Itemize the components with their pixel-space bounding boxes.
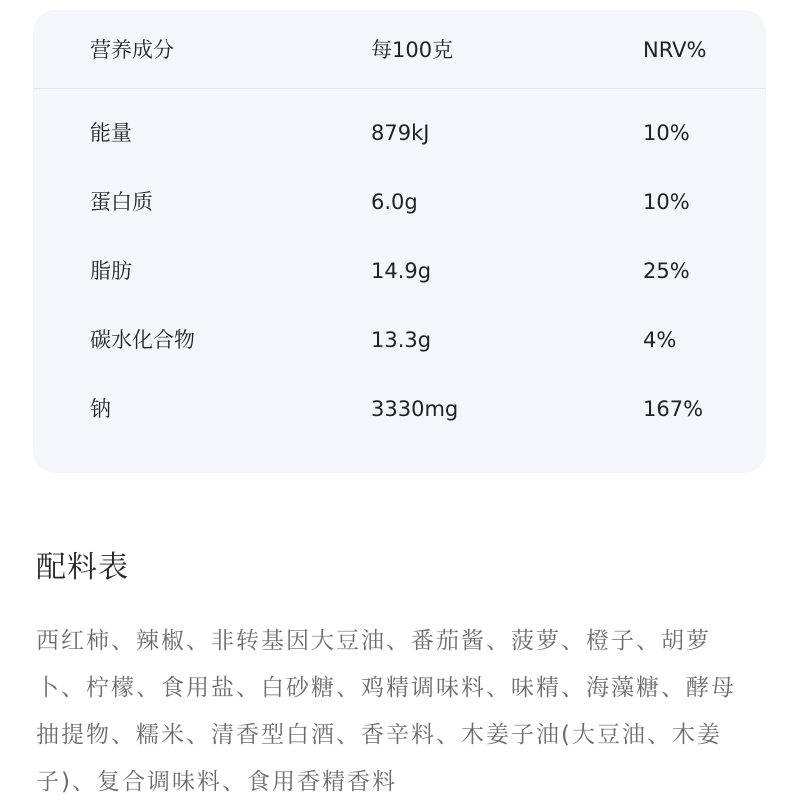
header-per-100g: 每100克 — [371, 38, 454, 62]
ingredients-title: 配料表 — [36, 550, 129, 585]
ingredients-list: 西红柿、辣椒、非转基因大豆油、番茄酱、菠萝、橙子、胡萝卜、柠檬、食用盐、白砂糖、鸡精调味料、味精、海藻糖、酵母抽提物、糯米、清香型白酒、香辛料、木姜子油(大豆油、木姜子)、复合调味料、食用香精香料 — [36, 628, 736, 795]
nutrition-table-header — [33, 10, 766, 89]
nutrition-row-carbohydrate — [33, 320, 766, 360]
nutrient-nrv: 10% — [643, 121, 690, 145]
header-nrv: NRV% — [643, 38, 707, 62]
nutrient-name: 钠 — [90, 397, 111, 421]
nutrient-name: 碳水化合物 — [90, 328, 195, 352]
nutrient-name: 蛋白质 — [90, 190, 153, 214]
nutrient-per-100g: 14.9g — [371, 259, 432, 283]
nutrient-name: 能量 — [90, 121, 132, 145]
nutrient-per-100g: 13.3g — [371, 328, 432, 352]
nutrition-row-protein — [33, 182, 766, 222]
nutrient-nrv: 4% — [643, 328, 677, 352]
nutrient-per-100g: 3330mg — [371, 397, 459, 421]
nutrient-nrv: 10% — [643, 190, 690, 214]
nutrient-per-100g: 879kJ — [371, 121, 430, 145]
nutrition-row-energy — [33, 113, 766, 153]
header-nutrient: 营养成分 — [90, 38, 174, 62]
nutrient-nrv: 25% — [643, 259, 690, 283]
nutrient-nrv: 167% — [643, 397, 704, 421]
nutrition-row-fat — [33, 251, 766, 291]
nutrient-per-100g: 6.0g — [371, 190, 418, 214]
nutrition-table — [33, 10, 766, 473]
nutrient-name: 脂肪 — [90, 259, 132, 283]
nutrition-row-sodium — [33, 389, 766, 429]
